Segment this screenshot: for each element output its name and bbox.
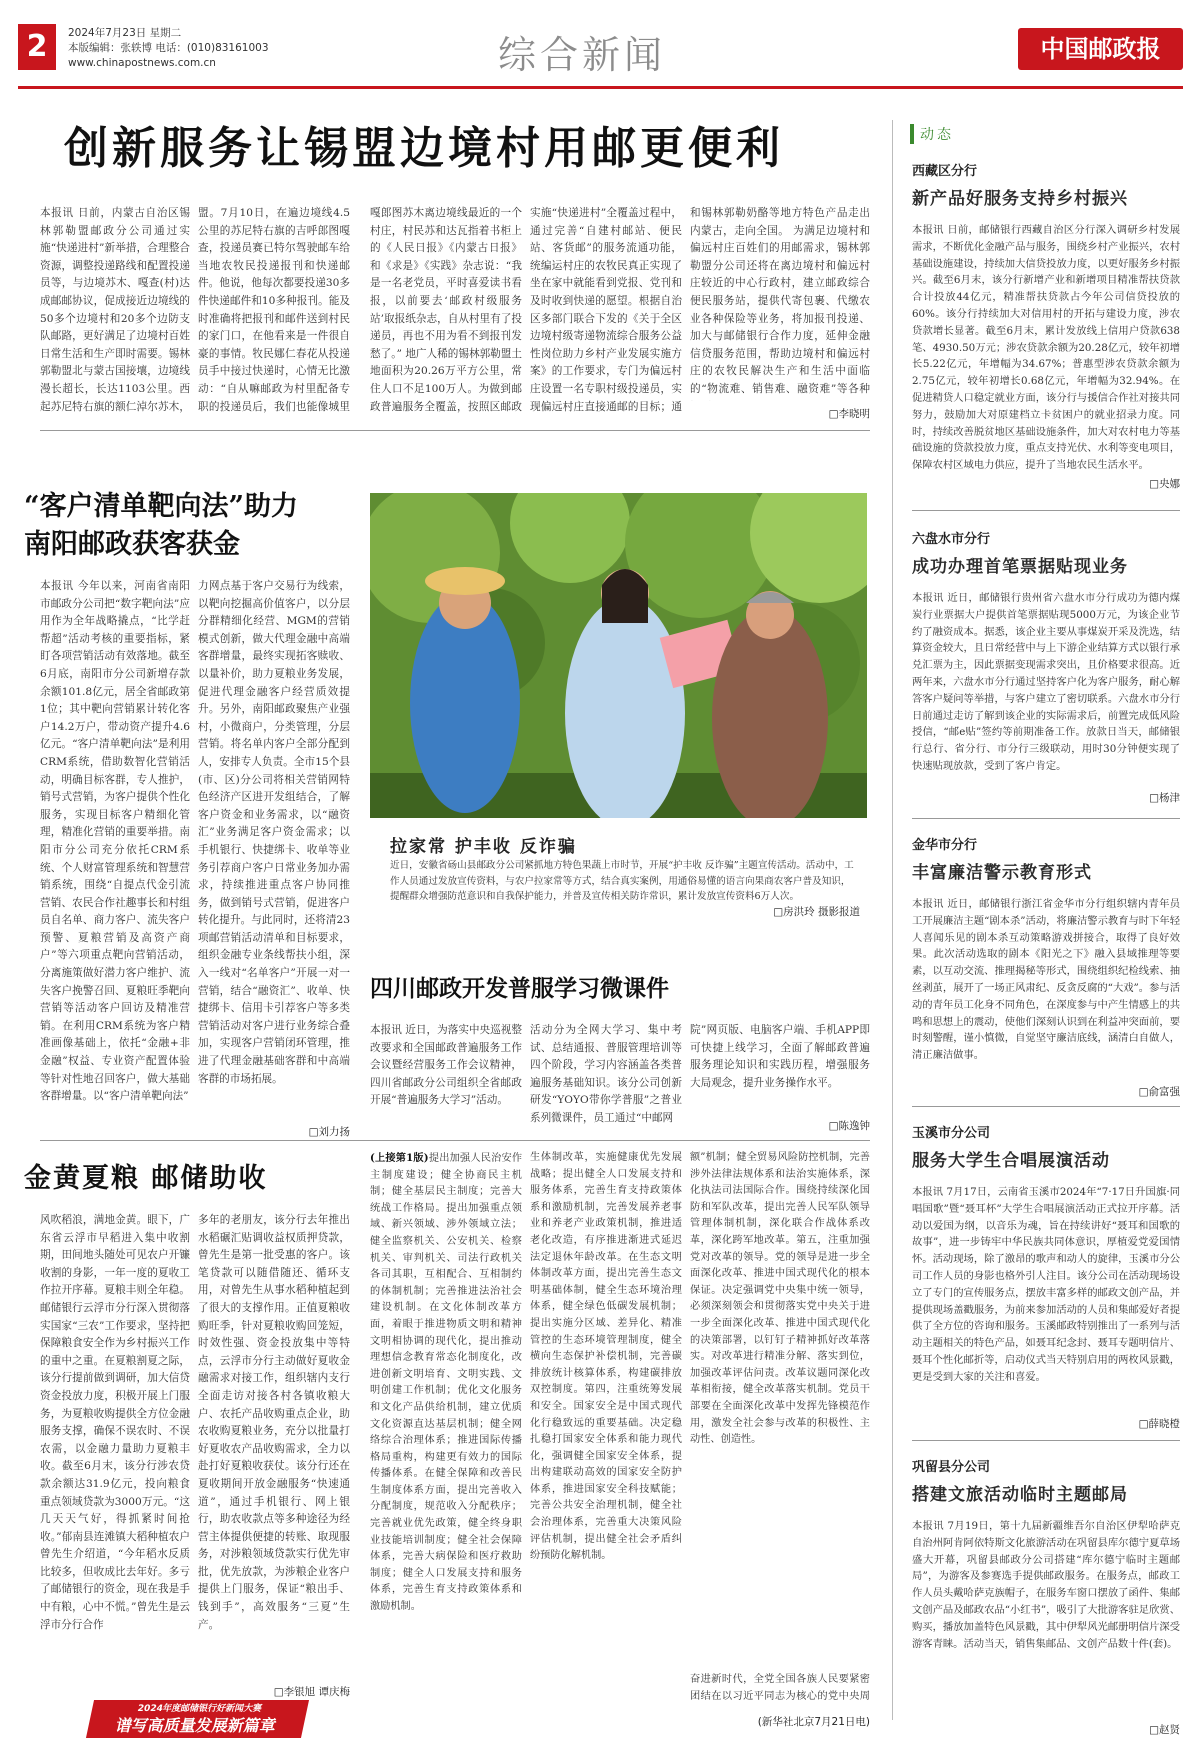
orchard-illustration xyxy=(370,493,867,818)
page-number: 2 xyxy=(18,24,56,70)
header-meta xyxy=(68,26,269,71)
website-link[interactable]: www.chinapostnews.com.cn xyxy=(68,57,216,69)
golden-byline: □李银旭 谭庆梅 xyxy=(273,1686,350,1698)
report-column-4: 奋进新时代，全党全国各族人民要紧密团结在以习近平同志为核心的党中央周 xyxy=(690,1674,870,1702)
lead-column-1: 本报讯 日前，内蒙古自治区锡林郭勒盟邮政分公司通过实施“快递进村”新举措，合理整合资源，调整投递路线和配置投递员等，与边境苏木、嘎查(村)达成邮邮协议，促成接近边境线的50多个边境村和20多个边防支队邮路，更好满足了边境村百姓日常生活和生产即时需要。锡林郭勒盟北与蒙古国接壤，边境线漫长超长，长达1103公里。西起苏尼特右旗的额仁淖尔苏木， xyxy=(40,207,190,413)
lead-headline: 创新服务让锡盟边境村用邮更便利 xyxy=(64,123,784,174)
report-column-1 xyxy=(370,1150,522,1720)
sidebar-branch-2: 六盘水市分行 xyxy=(912,532,991,547)
sidebar-body-5: 本报讯 7月19日，第十九届新疆维吾尔自治区伊犁哈萨克自治州阿肯阿依特斯文化旅游活动在巩留县库尔德宁夏草场盛大开幕，巩留县邮政分公司搭建“库尔德宁临时主题邮局”，为游客及参赛选手提供邮政服务。在服务点，邮政工作人员头戴哈萨克族帽子，在服务车窗口摆放了函件、集邮文创产品及邮政农品“小红书”，吸引了大批游客驻足欣赏、购买，播放加盖特色风景戳，其中伊犁风光邮册明信片深受游客青睐。活动当天，销售集邮品、文创产品数十件(套)。 xyxy=(912,1520,1180,1650)
sidebar-title-5: 搭建文旅活动临时主题邮局 xyxy=(912,1485,1128,1505)
lead-column-2: 盟。7月10日，在遍边境线4.5公里的苏尼特右旗的吉呼郎图嘎查，投递员赛已特尔驾驶邮车给当地农牧民投递报刊和快递邮件。他说，他每次都要投递30多件快递邮件和10多种报刊。能及时准确将把报刊和邮件送到村民的家门口，在他看来是一件很自豪的事情。牧民娜仁春花从投递员手中接过快递时，心情无比激动：“自从嘛邮政为村里配备专职的投递员后，我们也能像城里 xyxy=(198,207,350,413)
sidebar-body-1: 本报讯 日前，邮储银行西藏自治区分行深入调研乡村发展需求，不断优化金融产品与服务，围绕乡村产业振兴，农村基础设施建设，持续加大信贷投放力度，以更好服务乡村振兴。截至6月末，该分行新增产业和新增项目精准帮扶贷款合计投放44亿元，精准帮扶贷款占今年公司信贷投放的60%。该分行持续加大对信用村的开拓与建设力度，涉农贷款增长显著。截至6月末，累计发放线上信用户贷款638笔、4930.50万元；涉农贷款余额为20.28亿元，较年初增长5.22亿元，年增幅为34.67%；普惠型涉农贷款余额为2.75亿元，较年初增长0.68亿元，年增幅为32.94%。在促进精贷人口稳定就业方面，该分行与援信合作社对接共同努力，鼓励加大对原建档立卡贫困户的就业招录力度。同时，持续改善脱贫地区基础设施条件，加大对农村电力等基础设施的贷款投放力度，重点支持光伏、水利等变电项目，保障农村区域电力供应，提升了当地农民生活水平。 xyxy=(912,224,1180,472)
divider xyxy=(912,1106,1180,1107)
award-banner xyxy=(86,1700,309,1738)
feature-photo xyxy=(370,493,867,818)
column-divider xyxy=(892,120,893,1720)
nanyang-headline-2: 南阳邮政获客获金 xyxy=(24,529,240,560)
golden-column-2: 多年的老朋友，该分行去年推出水稻碾汇贴调收益权质押贷款，曾先生是第一批受惠的客户。该笔贷款可以随借随还、循环支用，对曾先生从事水稻种植起到了很大的支撑作用。正值夏粮收购旺季，针对夏粮收购回笼短，时效性强、资金投放集中等特点，云浮市分行主动做好夏收金融需求对接工作，组织辖内支行全面走访对接各村各镇收粮大户、农托产品收购重点企业，助农收购夏粮业务，充分以批量打好夏收农产品收购需求，全力以赴打好夏粮收获仗。该分行还在夏收期间开放金融服务“快速通道”，通过手机银行、网上银行，助农收款点等多种途径为经营主体提供便捷的转账、取现服务，对涉粮领域贷款实行优先审批，优先放款，为涉粮企业客户提供上门服务，保证“粮出手、钱到手”，高效服务“三夏”生产。 xyxy=(198,1214,350,1631)
report-column-3: 额”机制；健全贸易风险防控机制，完善涉外法律法规体系和法治实施体系，深化执法司法国际合作。围绕持续深化国防和军队改革，提出完善人民军队领导管理体制机制，深化联合作战体系改革，深化跨军地改革。第五，注重加强党对改革的领导。党的领导是进一步全面深化改革、推进中国式现代化的根本保证。决定强调党中央集中统一领导，必须深刻领会和贯彻落实党中央关于进一步全面深化改革、推进中国式现代化的决策部署，以钉钉子精神抓好改革落实。对改革进行精准分解、落实到位，加强改革评估问责。改革议题同深化改革相衔接，健全改革落实机制。党员干部要在全面深化改革中发挥先锋模范作用，激发全社会参与改革的积极性、主动性、创造性。 xyxy=(690,1152,870,1446)
issue-date: 2024年7月23日 星期二 xyxy=(68,27,182,39)
golden-column-1: 风吹稻浪，满地金黄。眼下，广东省云浮市早稻进入集中收割期，田间地头随处可见农户开镰收割的身影，一年一度的夏收工作拉开序幕。夏粮丰则全年稳。邮储银行云浮市分行深入贯彻落实国家“三农”工作要求，坚持把保障粮食安全作为乡村振兴工作的重中之重。在夏粮割夏之际，该分行提前做到调研，加大信贷资金投放力度，积极开展上门服务，为夏粮收购提供全方位金融服务支撑，确保不误农时、不误农需，以金融力量助力夏粮丰收。截至6月末，该分行涉农贷款余额达31.9亿元，投向粮食重点领域贷款为3000万元。“这几天天气好，得抓紧时间抢收。”郁南县连滩镇大稻种植农户曾先生介绍道，“今年稻水反质比较多，但收成比去年好。多亏了邮储银行的资金，现在我是手中有粮，心中不慌。”曾先生是云浮市分行合作 xyxy=(40,1214,190,1631)
sidebar-tag: 动态 xyxy=(910,124,954,144)
sidebar-title-1: 新产品好服务支持乡村振兴 xyxy=(912,189,1128,209)
sidebar-byline-2: □杨津 xyxy=(1149,792,1180,804)
lead-byline: □李晓明 xyxy=(828,408,870,420)
sichuan-column-3: 院”网页版、电脑客户端、手机APP即可快捷上线学习，全面了解邮政普遍服务理论知识和实践历程，增强服务大局观念，提升业务操作水平。 xyxy=(690,1024,870,1089)
nanyang-column-1: 本报讯 今年以来，河南省南阳市邮政分公司把“数字靶向法”应用作为全年战略撬点，“比学赶帮超”活动考核的重要指标，紧盯各项营销活动有效落地。截至6月底，南阳市分公司新增存款余额101.8亿元，居全省邮政第1位；其中靶向营销累计转化客户14.2万户，带动资产提升4.6亿元。“客户清单靶向法”是利用CRM系统，借助数智化营销活动，明确目标客群，专人推护，销号式营销，为客户提供个性化服务，实现目标客户精细化管理，精准化营销的重要举措。南阳市分公司充分依托CRM系统、个人财富管理系统和智慧营销系统，围绕“自提点代金引流营销、农民合作社趣事长和村组员自名单、商力客户、流失客户预警、夏粮营销及高资产商户”等六项重点靶向营销活动，分离施策做好潜力客户维护、流失客户挽警召回、夏粮旺季靶向营销等活动客户回访及精准营销。在利用CRM系统为客户精准画像基础上，依托“金融+非金融”权益、专业资产配置体验等针对性地召回客户，做大基础客群增量。以“客户清单靶向法” xyxy=(40,580,190,1103)
banner-line-2: 谱写高质量发展新篇章 xyxy=(114,1716,279,1735)
banner-line-1: 2024年度邮储银行好新闻大赛 xyxy=(136,1704,263,1714)
divider xyxy=(40,430,870,431)
masthead-logo: 中国邮政报 xyxy=(1018,28,1183,70)
sidebar-body-3: 本报讯 近日，邮储银行浙江省金华市分行组织辖内青年员工开展廉洁主题“剧本杀”活动，将廉洁警示教育与时下年轻人喜闻乐见的剧本杀互动策略游戏拼接合，取得了良好效果。此次活动选取的剧本《阳光之下》融入县域推理等要素，以互动交流、推理揭秘等形式，围绕组织纪检线索、抽丝剥茧，展开了一场正风肃纪、反贪反腐的“大戏”。参与活动的青年员工化身不同角色，在深度参与中产生情感上的共鸣和思想上的震动，使他们深刻认识到在利益冲突面前，要时刻警醒，谨小慎微，自觉坚守廉洁底线，涵清白自做人，清正廉洁做事。 xyxy=(912,898,1180,1062)
nanyang-byline: □刘力扬 xyxy=(308,1126,350,1138)
photo-caption-title: 拉家常 护丰收 反诈骗 xyxy=(390,837,577,857)
golden-headline: 金黄夏粮 邮储助收 xyxy=(24,1163,268,1194)
sidebar-body-2: 本报讯 近日，邮储银行贵州省六盘水市分行成功为德内煤炭行业票据大户提供首笔票据贴现5000万元，为该企业节约了融资成本。据悉，该企业主要从事煤炭开采及洗选，结算资金较大，且日常经营中与上下游企业结算方式以银行承兑汇票为主，因此票据变现需求突出，且价格要求很高。近两年来，六盘水市分行通过坚持客户化为客户服务，耐心解答客户疑问等举措，与客户建立了密切联系。六盘水市分行日前通过走访了解到该企业的实际需求后，前置完成低风险授信，“邮e贴”签约等前期准备工作。放款日当天，邮储银行总行、省分行、市分行三级联动，用时30分钟便实现了快速贴现放款，受到了客户肯定。 xyxy=(912,592,1180,772)
sidebar-branch-5: 巩留县分公司 xyxy=(912,1460,991,1475)
lead-column-3: 嘎郎图苏木离边境线最近的一个村庄，村民苏和达瓦指着书柜上的《人民日报》《内蒙古日报》和《求是》《实践》杂志说：“我是一名老党员，平时喜爱读书看报，以前要去‘邮政村级服务站’取报纸杂志，自从村里有了投递员，再也不用为看不到报刊发愁了。” 地广人稀的锡林郭勒盟土地面积为20.26万平方公里，常住人口不足100万人。为做到邮政普遍服务全覆盖，按照区邮政 xyxy=(370,207,522,413)
divider xyxy=(912,1440,1180,1441)
divider xyxy=(912,510,1180,511)
sidebar-branch-3: 金华市分行 xyxy=(912,838,978,853)
photo-caption-text: 近日，安徽省砀山县邮政分公司紧抓地方特色果蔬上市时节，开展“护丰收 反诈骗”主题宣传活动。活动中，工作人员通过发放宣传资料，与农户拉家常等方式，结合真实案例，用通俗易懂的语言向果商农客户普及知识，提醒群众增强防范意识和自我保护能力，并普及宣传相关防诈常识，累计发放宣传资料6万人次。 xyxy=(390,860,854,902)
photo-byline: □房洪玲 摄影报道 xyxy=(773,906,860,918)
sidebar-body-4: 本报讯 7月17日，云南省玉溪市2024年“7·17日升国旗·同唱国歌”暨“聂耳杯”大学生合唱展演活动正式拉开序幕。活动以爱国为纲，以音乐为魂，旨在持续讲好“聂耳和国歌的故事”，进一步铸牢中华民族共同体意识，厚植爱党爱国情怀。活动现场，除了激昂的歌声和动人的旋律，玉溪市分公司工作人员的身影也格外引人注目。该分公司在活动现场设立了专门的宣传服务点，摆放丰富多样的邮政文创产品，并提供现场盖戳服务，为前来参加活动的人员和集邮爱好者提供了全方位的咨询和服务。玉溪邮政特别推出了一系列与活动主题相关的特色产品，如聂耳纪念封、聂耳专题明信片、聂耳个性化邮折等，启动仪式当天特别启用的两枚风景戳，更是受到大家的关注和喜爱。 xyxy=(912,1186,1180,1383)
lead-column-4: 实施“快递进村”全覆盖过程中，通过完善“自建村邮站、便民站、客货邮”的服务流通功能，统编运村庄的农牧民真正实现了坐在家中就能看到党报、党刊和及时收到快递的愿望。根据自治区多部门联合下发的《关于全区边境村级寄递物流综合服务公益性岗位助力乡村产业发展实施方案》的工作要求，专门为偏远村庄设置一名专职村级投递员，实现偏远村庄直接通邮的目标；通 xyxy=(530,207,682,413)
sichuan-column-2: 活动分为全网大学习、集中考试、总结通报、普服管理培训等四个阶段，学习内容涵盖各类普遍服务基础知识。该分公司创新研发“YOYO带你学普服”之普业系列微课件，员工通过“中邮网 xyxy=(530,1024,682,1124)
sichuan-column-1: 本报讯 近日，为落实中央巡视整改要求和全国邮政普遍服务工作会议暨经营服务工作会议精神，四川省邮政分公司组织全省邮政开展“普遍服务大学习”活动。 xyxy=(370,1024,522,1107)
sichuan-headline: 四川邮政开发普服学习微课件 xyxy=(370,975,669,1002)
nanyang-headline-1: “客户清单靶向法”助力 xyxy=(24,491,299,522)
sidebar-byline-5: □赵贤 xyxy=(1149,1724,1180,1736)
editor-info: 本版编辑：张轶博 电话：(010)83161003 xyxy=(68,42,269,54)
sidebar-title-4: 服务大学生合唱展演活动 xyxy=(912,1151,1110,1171)
sidebar-branch-1: 西藏区分行 xyxy=(912,164,978,179)
sidebar-byline-3: □俞富强 xyxy=(1138,1086,1180,1098)
header-rule xyxy=(18,86,1183,89)
nanyang-column-2: 力网点基于客户交易行为线索，以靶向挖掘高价值客户，以分层分群精细化经营、MGM的营销模式创新，做大代理金融中高端客群增量，最终实现拓客赎收、以量补价，助力夏粮业务发展，促进代理金融客户经营质效提升。另外，南阳邮政聚焦产业强村，小微商户，分类管理，分层营销。将名单内客户全部分配到人，安排专人负责。全市15个县(市、区)分公司将相关营销网特色经济产区进开发组结合，了解客户资金和业务需求，以“融资汇”业务满足客户资金需求；以手机银行、快捷绑卡、收单等业务引荐商户客户日常业务加办需求，持续推进重点客户协同推务，做到销号式营销，促进客户转化提升。与此同时，还将清23项邮营销活动清单和目标要求，组织金融专业条线帮扶小组，深入一线对“名单客户”开展一对一营销，结合“融资汇”、收单、快捷绑卡、信用卡引荐客户等多类营销活动对客户进行业务综合叠加，实现客户营销闭环管理，推进了代理金融基础客群和中高端客群的市场拓展。 xyxy=(198,580,350,1085)
sichuan-byline: □陈逸钟 xyxy=(828,1120,870,1132)
sidebar-title-3: 丰富廉洁警示教育形式 xyxy=(912,863,1092,883)
sidebar-branch-4: 玉溪市分公司 xyxy=(912,1126,991,1141)
report-column-2: 生体制改革，实施健康优先发展战略；提出健全人口发展支持和服务体系，完善生育支持政策体系和激励机制，完善发展养老事业和养老产业政策机制，推进适老化改造，有序推进渐进式延迟法定退休年龄改革。在生态文明体制改革方面，提出完善生态文明基础体制，健全生态环境治理体系，健全绿色低碳发展机制；提出实施分区域、差异化、精准管控的生态环境管理制度，健全横向生态保护补偿机制，完善碳排放统计核算体系，构建碳排放双控制度。第四，注重统筹发展和安全。国家安全是中国式现代化行稳致远的重要基础。决定稳扎稳打国家安全体系和能力现代化，强调健全国家安全体系，提出构建联动高效的国家安全防护体系，推进国家安全科技赋能；完善公共安全治理机制，健全社会治理体系，完善重大决策风险评估机制，提出健全社会矛盾纠纷预防化解机制。 xyxy=(530,1152,682,1562)
report-byline: (新华社北京7月21日电) xyxy=(757,1716,870,1728)
divider xyxy=(912,818,1180,819)
sidebar-title-2: 成功办理首笔票据贴现业务 xyxy=(912,557,1128,577)
divider xyxy=(40,1140,870,1141)
section-title: 综合新闻 xyxy=(498,33,667,77)
page-header xyxy=(18,18,1183,80)
report-continued-label: (上接第1版) xyxy=(370,1152,429,1164)
report-text-1: 提出加强人民治安作主制度建设；健全协商民主机制；健全基层民主制度；完善大统战工作格局。提出加强重点领域、新兴领域、涉外领域立法；健全监察机关、公安机关、检察机关、审判机关、司法行政机关各司其职，互相配合、互相制约的体制机制；完善推进法治社会建设机制。在文化体制改革方面，着眼于推进物质文明和精神文明相协调的现代化，提出推动理想信念教育常态化制度化，改进创新文明培育、文明实践、文明创建工作机制；优化文化服务和文化产品供给机制，建立优质文化资源直达基层机制；健全网络综合治理体系；推进国际传播格局重构，构建更有效力的国际传播体系。在健全保障和改善民生制度体系方面，提出完善收入分配制度，规范收入分配秩序；完善就业优先政策，健全终身职业技能培训制度；健全社会保障体系，完善大病保险和医疗救助制度；健全人口发展支持和服务体系，完善生育支持政策体系和激励机制。 xyxy=(370,1153,522,1613)
sidebar-byline-1: □央娜 xyxy=(1149,478,1180,490)
lead-column-5: 和锡林郭勒奶酪等地方特色产品走出内蒙古，走向全国。 为满足边境村和偏远村庄百姓们的用邮需求，锡林郭勒盟分公司还将在离边境村和偏远村庄较近的中心行政村，建立邮政综合便民服务站，提供代寄包裹、代缴农业各种保险等业务，将加报刊投递、加大与邮储银行合作力度，延伸金融信贷服务范围，帮助边境村和偏远村庄的农牧民解决生产和生活中面临的“物流难、销售难、融资难”等各种 xyxy=(690,207,870,395)
sidebar-byline-4: □薛晓橙 xyxy=(1138,1418,1180,1430)
